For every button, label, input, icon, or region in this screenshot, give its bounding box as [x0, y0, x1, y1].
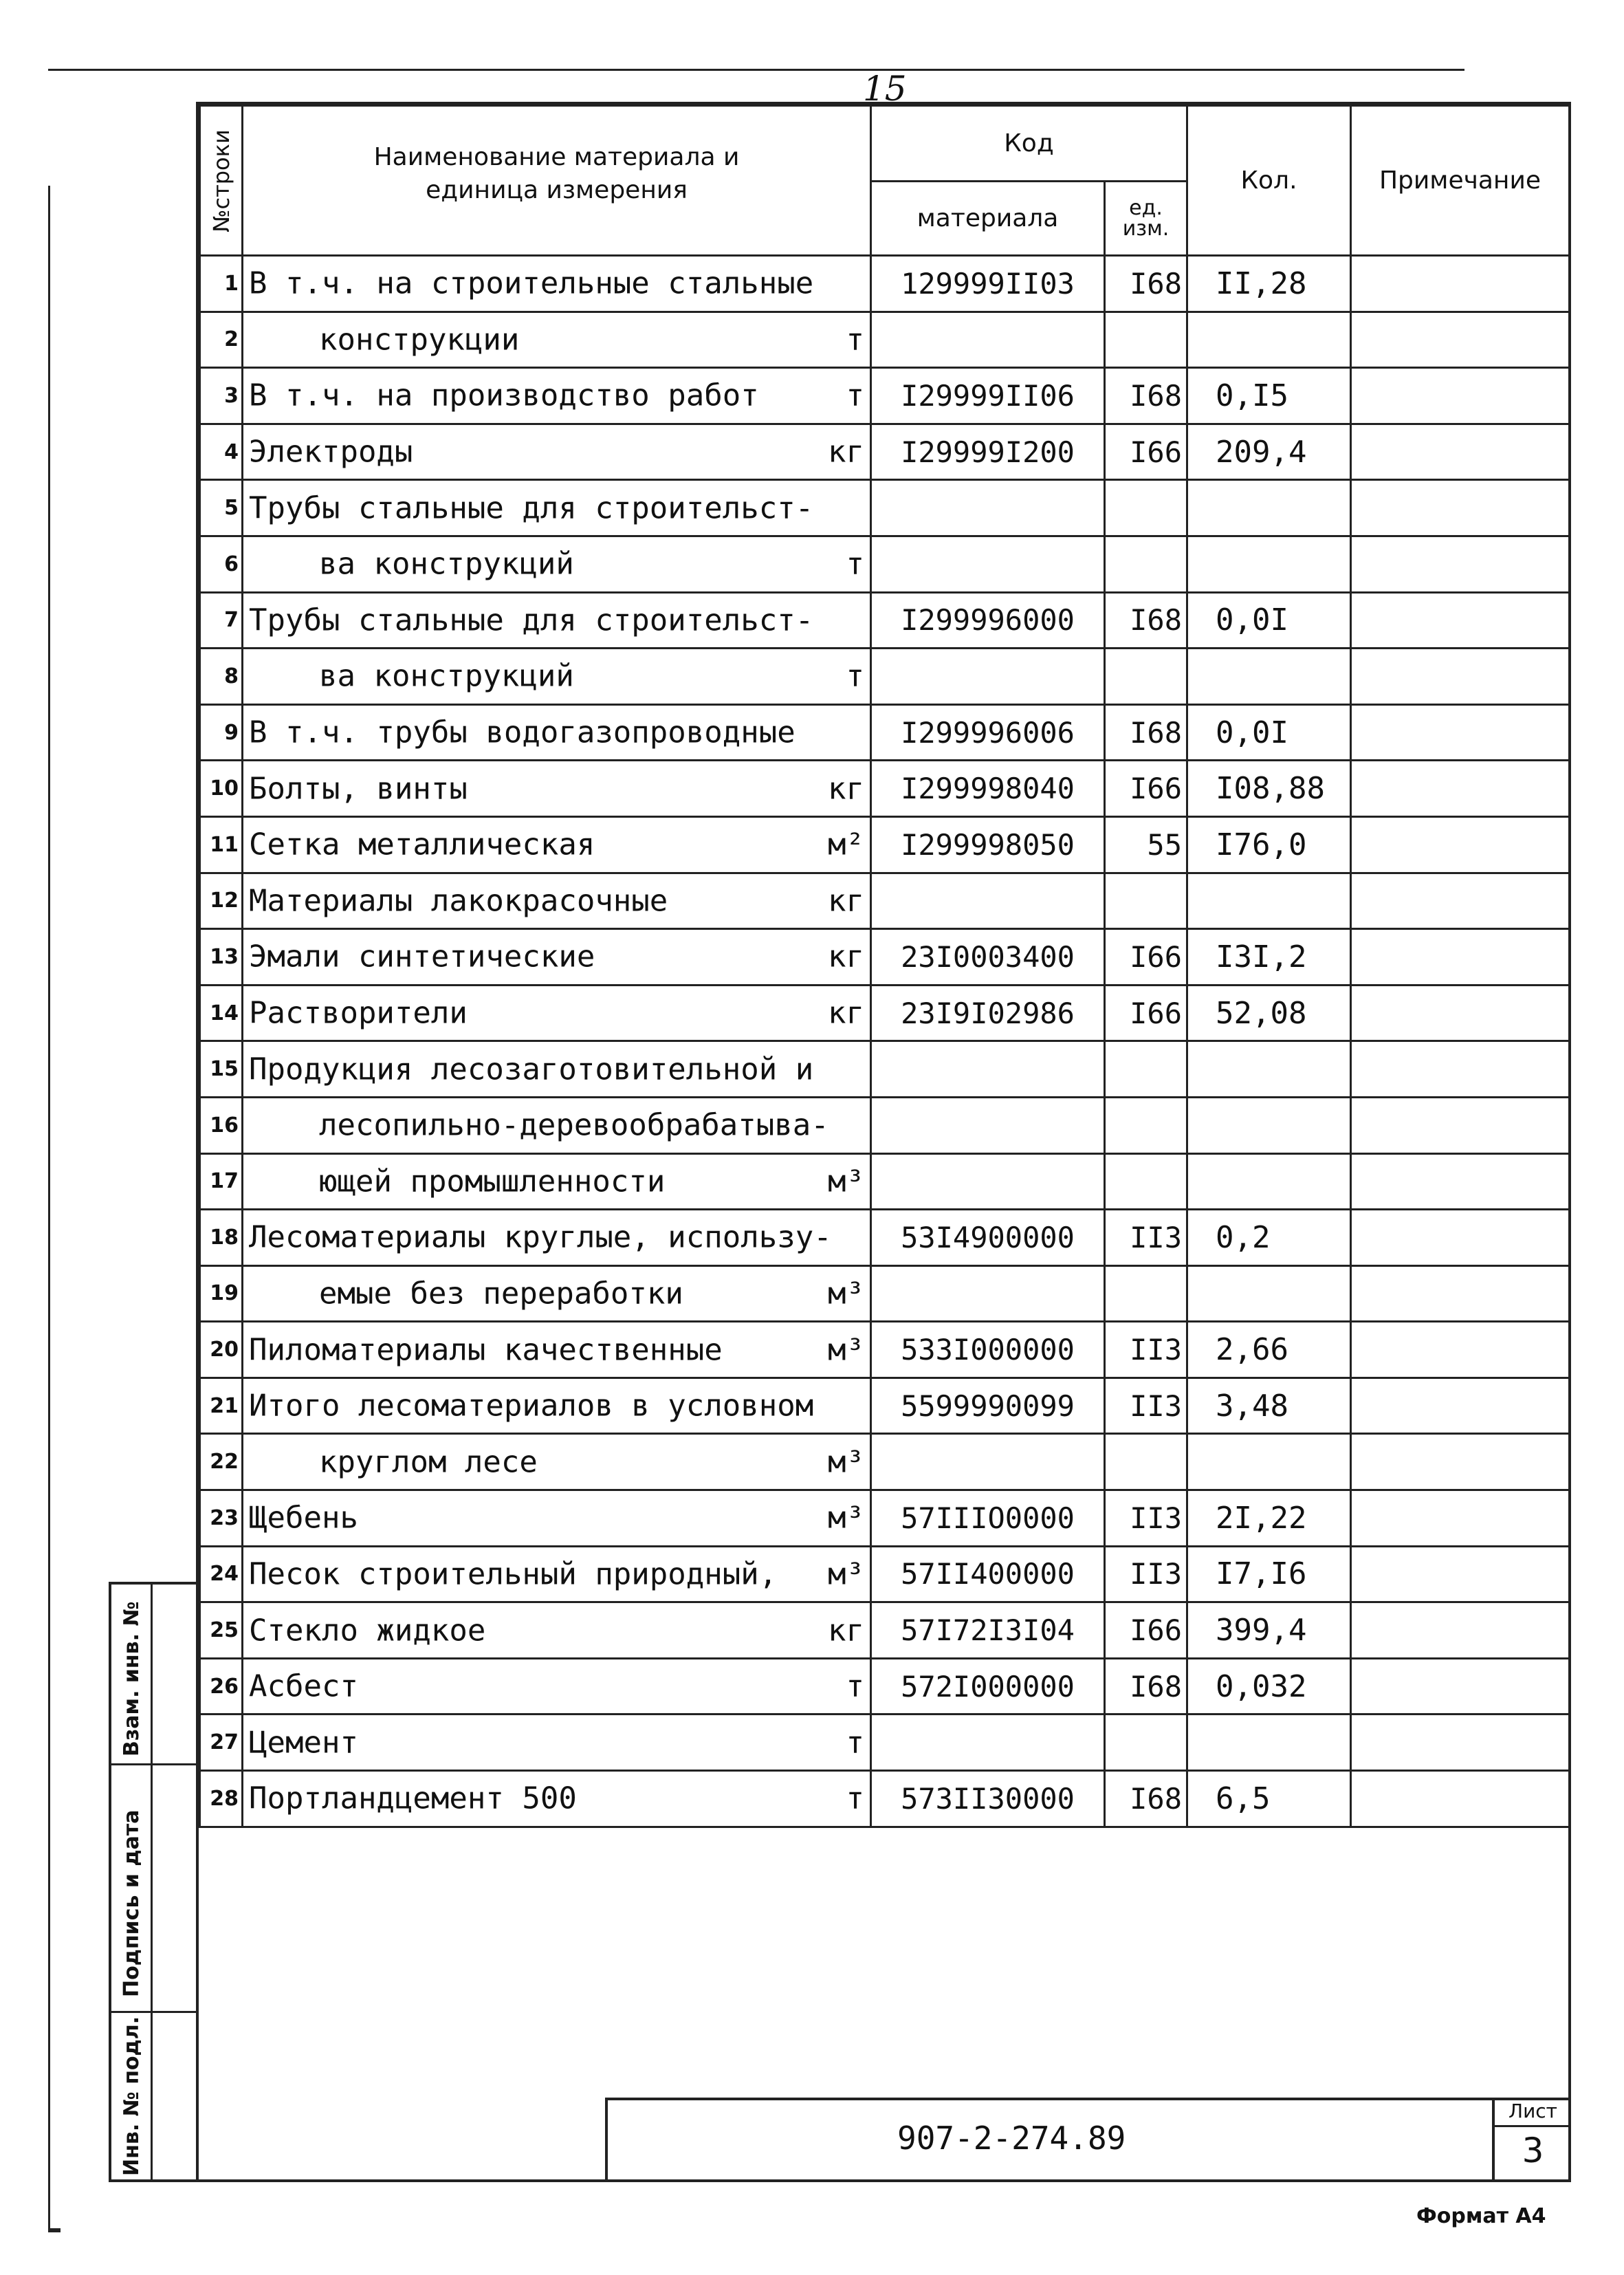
material-code: 57II400000 [871, 1546, 1105, 1602]
quantity: I7,I6 [1187, 1546, 1351, 1602]
unit-code: I66 [1105, 761, 1187, 817]
material-code [871, 480, 1105, 536]
material-name: Болты, винты [249, 771, 468, 807]
material-name-cell [243, 368, 871, 424]
unit-code [1105, 536, 1187, 592]
material-name: круглом лесе [319, 1444, 538, 1480]
table-row [200, 1265, 1570, 1322]
material-code: I29999II06 [871, 368, 1105, 424]
header-unit-code: ед. изм. [1105, 182, 1187, 256]
material-name-cell [243, 1490, 871, 1547]
material-unit: т [846, 1668, 864, 1704]
material-code: 129999II03 [871, 256, 1105, 312]
row-number: 1 [200, 256, 243, 312]
material-name: В т.ч. на производство работ [249, 378, 759, 413]
material-unit: м³ [828, 1164, 864, 1199]
material-name: Лесоматериалы круглые, использу- [249, 1219, 832, 1255]
material-code [871, 1715, 1105, 1771]
note-cell [1351, 985, 1570, 1041]
stamp-vzam-inv: Взам. инв. № [120, 1601, 144, 1756]
table-row [200, 1378, 1570, 1434]
material-unit: кг [828, 995, 864, 1031]
material-name: Цемент [249, 1725, 358, 1761]
material-name-cell [243, 1546, 871, 1602]
table-row [200, 592, 1570, 649]
unit-code [1105, 1715, 1187, 1771]
sheet-number: 3 [1522, 2131, 1544, 2170]
material-name: Электроды [249, 434, 413, 470]
material-code: 23I0003400 [871, 929, 1105, 986]
material-code: 57I72I3I04 [871, 1602, 1105, 1659]
stamp-signature-date: Подпись и дата [120, 1809, 144, 1997]
table-row [200, 1715, 1570, 1771]
quantity [1187, 1097, 1351, 1153]
row-number: 8 [200, 649, 243, 705]
note-cell [1351, 1378, 1570, 1434]
material-name-cell [243, 816, 871, 873]
row-number: 21 [200, 1378, 243, 1434]
note-cell [1351, 1771, 1570, 1827]
unit-code: I66 [1105, 929, 1187, 986]
row-number: 5 [200, 480, 243, 536]
material-unit: м³ [828, 1500, 864, 1536]
material-code [871, 536, 1105, 592]
stamp-divider [111, 1763, 199, 1765]
material-name-cell [243, 1041, 871, 1098]
table-row [200, 1602, 1570, 1659]
unit-code [1105, 1434, 1187, 1490]
row-number: 18 [200, 1210, 243, 1266]
material-unit: кг [828, 939, 864, 975]
quantity: 52,08 [1187, 985, 1351, 1041]
top-rule [48, 69, 1464, 71]
note-cell [1351, 424, 1570, 480]
material-name-cell [243, 1265, 871, 1322]
material-unit: кг [828, 771, 864, 807]
note-cell [1351, 1210, 1570, 1266]
header-qty: Кол. [1187, 106, 1351, 256]
quantity [1187, 1265, 1351, 1322]
header-material-code: материала [871, 182, 1105, 256]
note-cell [1351, 368, 1570, 424]
quantity: 0,0I [1187, 592, 1351, 649]
table-row [200, 1322, 1570, 1378]
row-number: 25 [200, 1602, 243, 1659]
row-number: 12 [200, 873, 243, 929]
material-name: Продукция лесозаготовительной и [249, 1052, 814, 1087]
quantity [1187, 1153, 1351, 1210]
table-row [200, 480, 1570, 536]
table-row [200, 704, 1570, 761]
material-name: Щебень [249, 1500, 358, 1536]
unit-code [1105, 1041, 1187, 1098]
table-row [200, 256, 1570, 312]
row-number: 17 [200, 1153, 243, 1210]
note-cell [1351, 1434, 1570, 1490]
material-name: В т.ч. трубы водогазопроводные [249, 715, 795, 750]
material-unit: т [846, 1781, 864, 1816]
quantity: 399,4 [1187, 1602, 1351, 1659]
material-unit: м² [828, 827, 864, 862]
unit-code: I66 [1105, 1602, 1187, 1659]
material-name-cell [243, 312, 871, 368]
quantity: 0,0I [1187, 704, 1351, 761]
header-row-number: №строки [200, 106, 243, 256]
unit-code [1105, 649, 1187, 705]
left-rule-foot [48, 2228, 61, 2232]
table-row [200, 929, 1570, 986]
quantity: 6,5 [1187, 1771, 1351, 1827]
quantity [1187, 536, 1351, 592]
note-cell [1351, 1715, 1570, 1771]
material-code [871, 1434, 1105, 1490]
table-row [200, 873, 1570, 929]
note-cell [1351, 480, 1570, 536]
material-name-cell [243, 1322, 871, 1378]
material-code [871, 1265, 1105, 1322]
note-cell [1351, 1041, 1570, 1098]
material-code: 5599990099 [871, 1378, 1105, 1434]
material-name: Сетка металлическая [249, 827, 595, 862]
material-name: Итого лесоматериалов в условном [249, 1388, 814, 1424]
header-name: Наименование материала и единица измерения [243, 106, 871, 256]
quantity [1187, 1434, 1351, 1490]
material-unit: м³ [828, 1444, 864, 1480]
quantity [1187, 1041, 1351, 1098]
material-unit: т [846, 658, 864, 694]
material-code: I299996000 [871, 592, 1105, 649]
row-number: 15 [200, 1041, 243, 1098]
table-row [200, 1041, 1570, 1098]
material-name-cell [243, 985, 871, 1041]
material-name-cell [243, 480, 871, 536]
material-name-cell [243, 1434, 871, 1490]
material-name-cell [243, 649, 871, 705]
note-cell [1351, 1546, 1570, 1602]
unit-code: II3 [1105, 1210, 1187, 1266]
paper-format: Формат А4 [1416, 2204, 1546, 2228]
note-cell [1351, 649, 1570, 705]
unit-code [1105, 480, 1187, 536]
note-cell [1351, 1153, 1570, 1210]
unit-code: I68 [1105, 256, 1187, 312]
material-name-cell [243, 873, 871, 929]
unit-code: I66 [1105, 424, 1187, 480]
row-number: 16 [200, 1097, 243, 1153]
table-row [200, 312, 1570, 368]
quantity: II,28 [1187, 256, 1351, 312]
note-cell [1351, 704, 1570, 761]
row-number: 24 [200, 1546, 243, 1602]
row-number: 13 [200, 929, 243, 986]
note-cell [1351, 816, 1570, 873]
note-cell [1351, 873, 1570, 929]
material-unit: кг [828, 434, 864, 470]
row-number: 6 [200, 536, 243, 592]
material-unit: т [846, 1725, 864, 1761]
table-row [200, 816, 1570, 873]
quantity: 3,48 [1187, 1378, 1351, 1434]
material-name: Трубы стальные для строительст- [249, 490, 814, 526]
unit-code: I68 [1105, 704, 1187, 761]
material-name-cell [243, 1771, 871, 1827]
material-code: I29999I200 [871, 424, 1105, 480]
material-unit: т [846, 546, 864, 582]
row-number: 23 [200, 1490, 243, 1547]
material-name: Растворители [249, 995, 468, 1031]
material-name: Трубы стальные для строительст- [249, 602, 814, 638]
table-row [200, 1153, 1570, 1210]
quantity [1187, 1715, 1351, 1771]
table-row [200, 1434, 1570, 1490]
materials-table [199, 105, 1570, 1828]
unit-code [1105, 873, 1187, 929]
material-code: 57IIIO0000 [871, 1490, 1105, 1547]
table-row [200, 1771, 1570, 1827]
material-code [871, 312, 1105, 368]
quantity: I3I,2 [1187, 929, 1351, 986]
material-unit: кг [828, 883, 864, 919]
material-code: 53I4900000 [871, 1210, 1105, 1266]
row-number: 19 [200, 1265, 243, 1322]
unit-code: 55 [1105, 816, 1187, 873]
unit-code: I68 [1105, 592, 1187, 649]
material-name: Пиломатериалы качественные [249, 1332, 723, 1368]
material-name-cell [243, 1715, 871, 1771]
material-name-cell [243, 1210, 871, 1266]
note-cell [1351, 1265, 1570, 1322]
material-code [871, 1041, 1105, 1098]
quantity: I08,88 [1187, 761, 1351, 817]
material-name-cell [243, 536, 871, 592]
material-name: ва конструкций [319, 658, 574, 694]
unit-code [1105, 1097, 1187, 1153]
row-number: 28 [200, 1771, 243, 1827]
material-name-cell [243, 1153, 871, 1210]
material-code: 23I9I02986 [871, 985, 1105, 1041]
material-name-cell [243, 704, 871, 761]
material-unit: м³ [828, 1276, 864, 1311]
quantity: 0,2 [1187, 1210, 1351, 1266]
unit-code: I66 [1105, 985, 1187, 1041]
table-row [200, 536, 1570, 592]
material-code [871, 1097, 1105, 1153]
unit-code: I68 [1105, 1658, 1187, 1715]
row-number: 3 [200, 368, 243, 424]
note-cell [1351, 1602, 1570, 1659]
row-number: 10 [200, 761, 243, 817]
quantity: 0,I5 [1187, 368, 1351, 424]
table-row [200, 368, 1570, 424]
material-name-cell [243, 424, 871, 480]
table-row [200, 761, 1570, 817]
material-name-cell [243, 256, 871, 312]
material-unit: м³ [828, 1556, 864, 1592]
material-name-cell [243, 592, 871, 649]
table-row [200, 1210, 1570, 1266]
material-name: конструкции [319, 322, 520, 358]
note-cell [1351, 256, 1570, 312]
material-name: В т.ч. на строительные стальные [249, 265, 814, 301]
material-name-cell [243, 1602, 871, 1659]
unit-code [1105, 1265, 1187, 1322]
quantity: 0,032 [1187, 1658, 1351, 1715]
material-unit: т [846, 322, 864, 358]
unit-code [1105, 312, 1187, 368]
table-row [200, 424, 1570, 480]
table-row [200, 1546, 1570, 1602]
row-number: 4 [200, 424, 243, 480]
quantity: 2,66 [1187, 1322, 1351, 1378]
table-row [200, 1658, 1570, 1715]
approval-stamp-strip [109, 1582, 196, 2182]
stamp-divider [111, 2011, 199, 2013]
note-cell [1351, 1097, 1570, 1153]
row-number: 9 [200, 704, 243, 761]
row-number: 2 [200, 312, 243, 368]
material-code [871, 649, 1105, 705]
unit-code: I68 [1105, 368, 1187, 424]
material-code: 573II30000 [871, 1771, 1105, 1827]
material-name: ющей промышленности [319, 1164, 666, 1199]
material-name-cell [243, 929, 871, 986]
quantity [1187, 649, 1351, 705]
material-name-cell [243, 1378, 871, 1434]
row-number: 7 [200, 592, 243, 649]
quantity: I76,0 [1187, 816, 1351, 873]
sheet-box [1492, 2098, 1571, 2182]
note-cell [1351, 592, 1570, 649]
material-unit: т [846, 378, 864, 413]
unit-code [1105, 1153, 1187, 1210]
row-number: 20 [200, 1322, 243, 1378]
material-name-cell [243, 1097, 871, 1153]
table-row [200, 985, 1570, 1041]
material-code [871, 873, 1105, 929]
material-unit: м³ [828, 1332, 864, 1368]
material-code: 572I000000 [871, 1658, 1105, 1715]
unit-code: II3 [1105, 1490, 1187, 1547]
quantity [1187, 480, 1351, 536]
row-number: 11 [200, 816, 243, 873]
material-name-cell [243, 761, 871, 817]
material-name: Материалы лакокрасочные [249, 883, 668, 919]
material-name: Эмали синтетические [249, 939, 595, 975]
unit-code: II3 [1105, 1322, 1187, 1378]
unit-code: I68 [1105, 1771, 1187, 1827]
row-number: 14 [200, 985, 243, 1041]
document-number: 907-2-274.89 [897, 2120, 1126, 2157]
material-name: Асбест [249, 1668, 358, 1704]
table-body [200, 256, 1570, 1827]
row-number: 22 [200, 1434, 243, 1490]
material-name: Песок строительный природный, [249, 1556, 778, 1592]
note-cell [1351, 312, 1570, 368]
header-code: Код [871, 106, 1187, 182]
table-row [200, 1097, 1570, 1153]
material-code: I299998040 [871, 761, 1105, 817]
material-name: Портландцемент 500 [249, 1781, 577, 1816]
table-row [200, 1490, 1570, 1547]
material-code [871, 1153, 1105, 1210]
material-unit: кг [828, 1613, 864, 1648]
note-cell [1351, 1658, 1570, 1715]
row-number: 26 [200, 1658, 243, 1715]
quantity: 209,4 [1187, 424, 1351, 480]
material-name-cell [243, 1658, 871, 1715]
table-row [200, 649, 1570, 705]
unit-code: II3 [1105, 1378, 1187, 1434]
quantity [1187, 873, 1351, 929]
unit-code: II3 [1105, 1546, 1187, 1602]
stamp-inv-original: Инв. № подл. [120, 2016, 144, 2176]
material-code: I299996006 [871, 704, 1105, 761]
note-cell [1351, 1490, 1570, 1547]
left-rule [48, 186, 50, 2228]
note-cell [1351, 929, 1570, 986]
note-cell [1351, 761, 1570, 817]
material-name: ва конструкций [319, 546, 574, 582]
material-name: лесопильно-деревообрабатыва- [319, 1107, 829, 1143]
header-note: Примечание [1351, 106, 1570, 256]
material-code: I299998050 [871, 816, 1105, 873]
page-number: 15 [863, 69, 907, 109]
material-name: емые без переработки [319, 1276, 683, 1311]
quantity [1187, 312, 1351, 368]
note-cell [1351, 536, 1570, 592]
quantity: 2I,22 [1187, 1490, 1351, 1547]
row-number: 27 [200, 1715, 243, 1771]
material-code: 533I000000 [871, 1322, 1105, 1378]
note-cell [1351, 1322, 1570, 1378]
material-name: Стекло жидкое [249, 1613, 486, 1648]
sheet-label: Лист [1495, 2098, 1571, 2127]
